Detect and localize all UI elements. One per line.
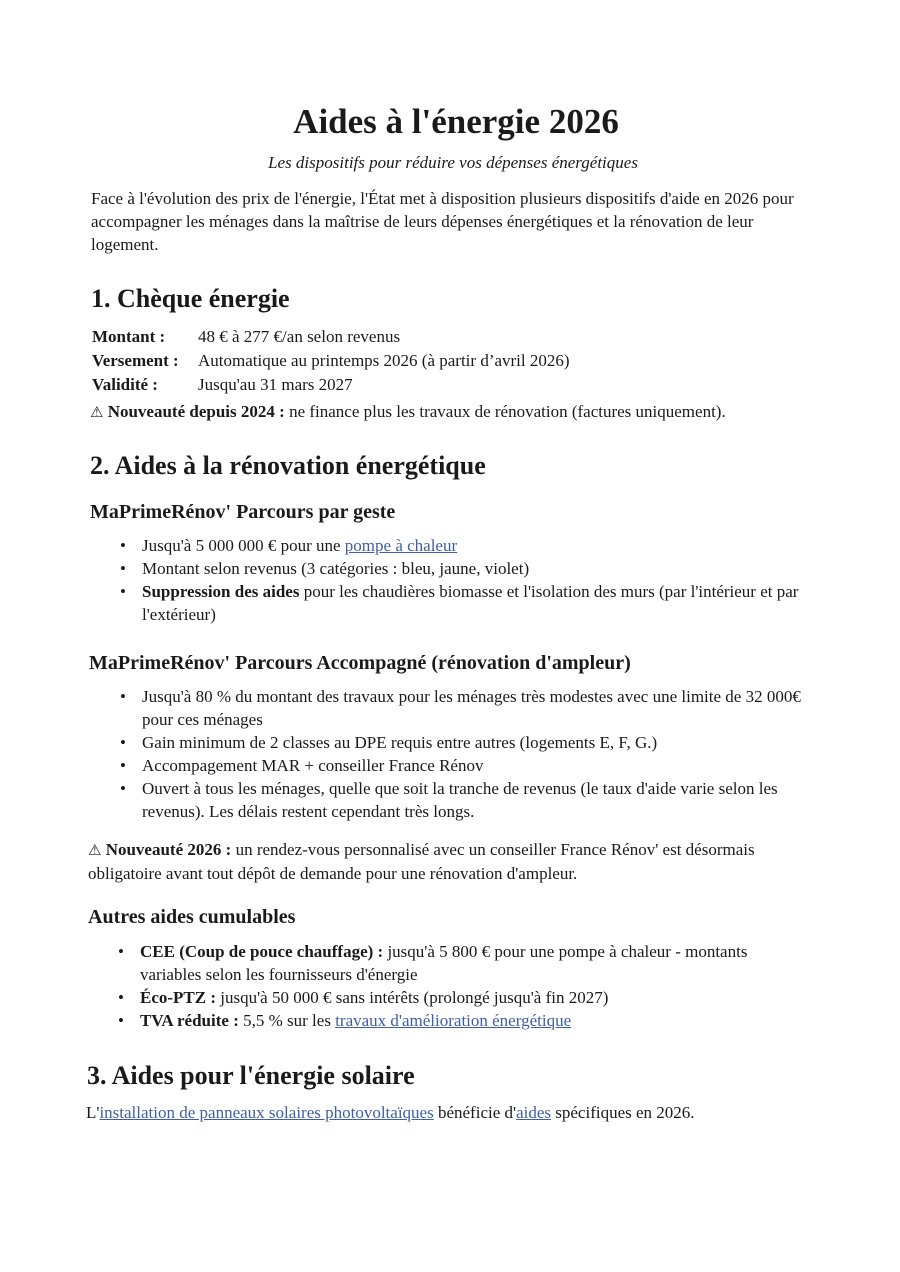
cheque-note	[90, 400, 820, 424]
geste-list	[118, 534, 818, 626]
list-item: • Gain minimum de 2 classes au DPE requis entre autres (logements E, F, G.)	[118, 731, 808, 754]
item-bold: Éco-PTZ :	[140, 988, 217, 1007]
link-travaux-amelioration[interactable]: travaux d'amélioration énergétique	[335, 1011, 572, 1030]
accompagne-list	[118, 685, 808, 823]
text-fragment: L'	[86, 1103, 100, 1122]
link-panneaux-solaires[interactable]: installation de panneaux solaires photovoltaïques	[99, 1103, 434, 1122]
autres-aides-list	[116, 940, 806, 1032]
page-title: Aides à l'énergie 2026	[293, 102, 619, 141]
list-item: • Ouvert à tous les ménages, quelle que soit la tranche de revenus (le taux d'aide varie selon les revenus). Les délais restent cependant très longs.	[118, 777, 808, 823]
note-text: ne finance plus les travaux de rénovation (factures uniquement).	[284, 402, 726, 421]
warning-icon: ⚠	[88, 841, 102, 859]
note-text: un rendez-vous personnalisé avec un conseiller France Rénov' est désormais obligatoire avant tout dépôt de demande pour une rénovation d'ampleur.	[88, 840, 755, 883]
item-text: jusqu'à 5 800 € pour une pompe à chaleur - montants variables selon les fournisseurs d'énergie	[140, 942, 748, 984]
link-aides[interactable]: aides	[516, 1103, 552, 1122]
warning-icon: ⚠	[90, 403, 104, 421]
autres-aides-heading: Autres aides cumulables	[88, 906, 296, 928]
detail-value: Jusqu'au 31 mars 2027	[198, 375, 353, 394]
detail-row-validite	[92, 373, 570, 397]
text-fragment: spécifiques en 2026.	[551, 1103, 695, 1122]
list-item: • Accompagement MAR + conseiller France Rénov	[118, 754, 808, 777]
section-3-heading: 3. Aides pour l'énergie solaire	[87, 1061, 415, 1090]
text-fragment: bénéficie d'	[433, 1103, 517, 1122]
solaire-paragraph	[86, 1101, 826, 1124]
note-label: Nouveauté depuis 2024 :	[107, 402, 285, 421]
renovation-note	[88, 838, 813, 885]
item-bold: Suppression des aides	[142, 582, 300, 601]
detail-key: Versement :	[92, 351, 179, 370]
list-item	[116, 940, 806, 986]
detail-row-montant	[92, 325, 570, 349]
page-subtitle: Les dispositifs pour réduire vos dépenses énergétiques	[268, 153, 638, 172]
link-pompe-a-chaleur[interactable]: pompe à chaleur	[344, 536, 458, 555]
list-item: • Montant selon revenus (3 catégories : bleu, jaune, violet)	[118, 557, 818, 580]
section-1-heading: 1. Chèque énergie	[91, 284, 290, 313]
intro-paragraph: Face à l'évolution des prix de l'énergie, l'État met à disposition plusieurs dispositifs d'aide en 2026 pour accompagner les ménages dans la maîtrise de leurs dépenses énergétiques et la rénovation de leur logement.	[91, 189, 794, 254]
list-item	[118, 580, 818, 626]
accompagne-heading: MaPrimeRénov' Parcours Accompagné (rénovation d'ampleur)	[89, 652, 631, 674]
note-label: Nouveauté 2026 :	[105, 840, 232, 859]
list-item	[116, 1009, 806, 1032]
item-text: pour les chaudières biomasse et l'isolation des murs (par l'intérieur et par l'extérieur)	[142, 582, 799, 624]
detail-key: Validité :	[92, 375, 158, 394]
detail-value: Automatique au printemps 2026 (à partir d’avril 2026)	[198, 351, 570, 370]
detail-value: 48 € à 277 €/an selon revenus	[198, 327, 401, 346]
item-text: 5,5 % sur les	[238, 1011, 336, 1030]
item-text: jusqu'à 50 000 € sans intérêts (prolongé jusqu'à fin 2027)	[216, 988, 609, 1007]
list-item	[118, 534, 818, 557]
detail-key: Montant :	[92, 327, 166, 346]
item-bold: TVA réduite :	[140, 1011, 239, 1030]
list-item: • Jusqu'à 80 % du montant des travaux pour les ménages très modestes avec une limite de 32 000€ pour ces ménages	[118, 685, 808, 731]
item-text: Jusqu'à 5 000 000 € pour une	[142, 536, 345, 555]
list-item	[116, 986, 806, 1009]
cheque-details	[92, 325, 570, 397]
item-bold: CEE (Coup de pouce chauffage) :	[140, 942, 384, 961]
geste-heading: MaPrimeRénov' Parcours par geste	[90, 501, 396, 523]
section-2-heading: 2. Aides à la rénovation énergétique	[90, 451, 486, 480]
detail-row-versement	[92, 349, 570, 373]
